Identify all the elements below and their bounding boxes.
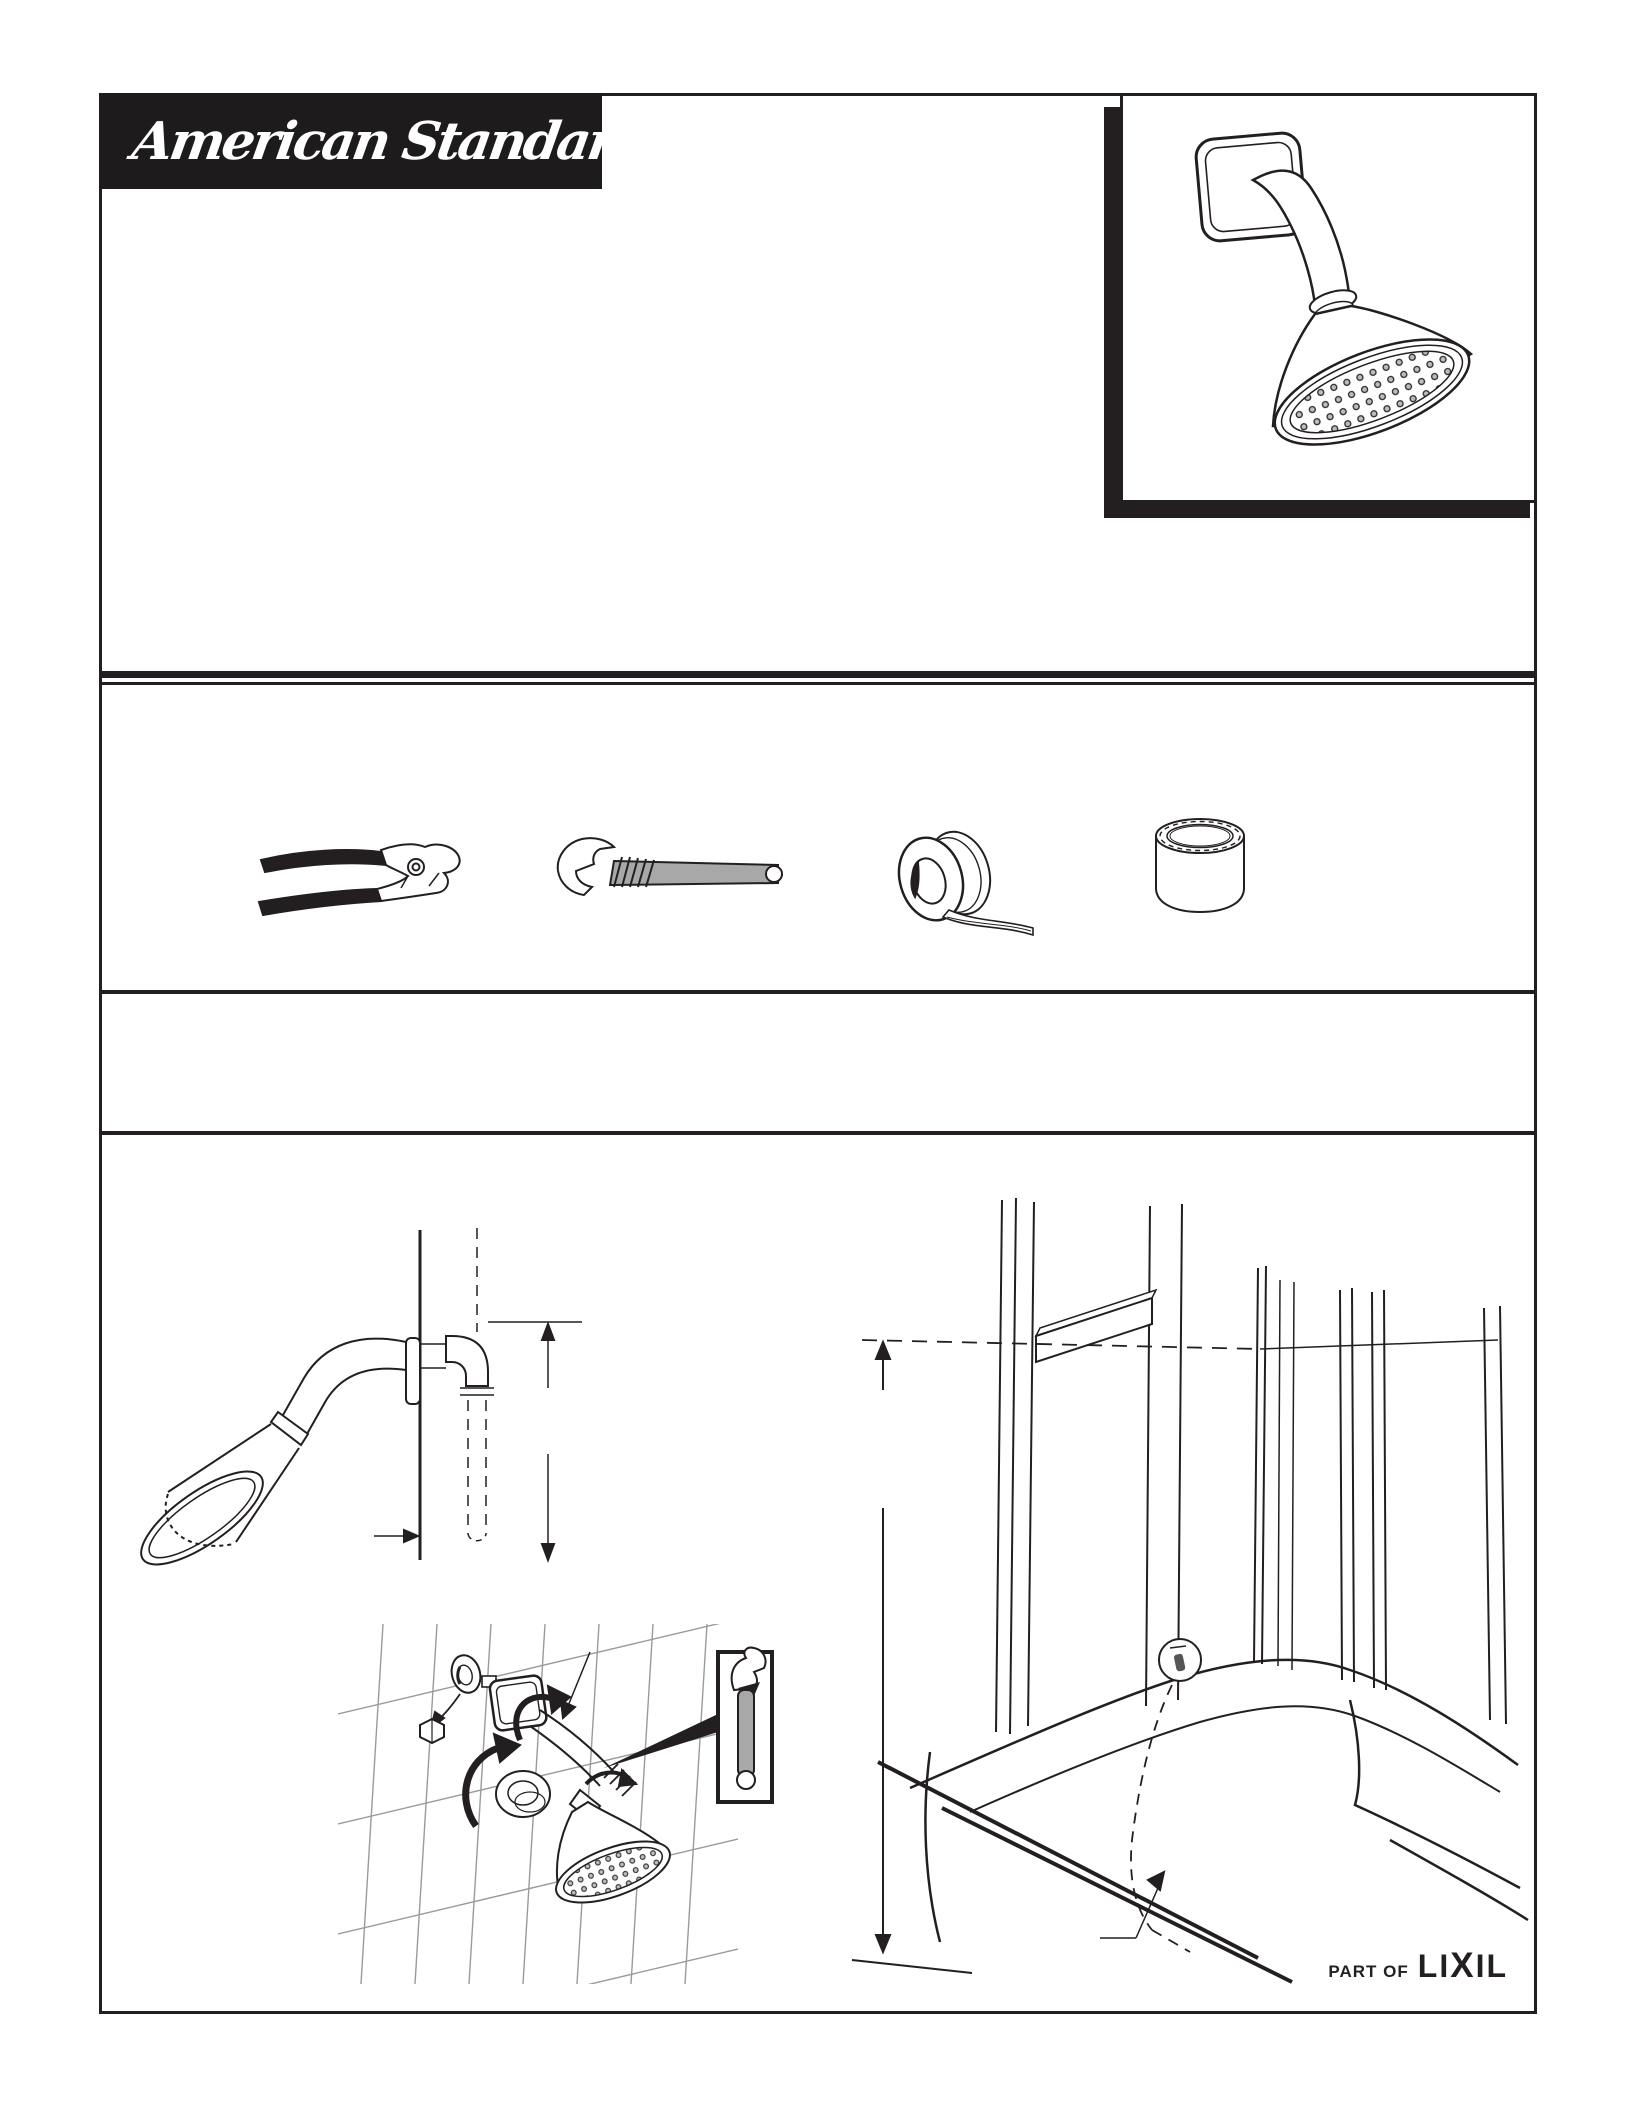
section-divider-tools-bottom [99,990,1537,994]
product-illustration-box [1120,93,1537,503]
part-of-label: PART OF [1328,1962,1409,1981]
shower-head-with-arm-icon [1123,96,1534,500]
brand-logo-band [99,93,651,189]
lixil-logo-li: LI [1417,1948,1451,1984]
shower-head-tiled-wall-install-figure [268,1594,802,2014]
lixil-logo [1418,1946,1508,1986]
part-of-lixil-mark [1300,1946,1508,1996]
tub-and-stud-framing-level-figure [850,1140,1530,1990]
section-divider-notes-bottom [99,1131,1537,1135]
tongue-and-groove-pliers-icon [253,838,475,920]
lixil-logo-x: X [1450,1946,1476,1985]
shower-arm-wall-section-figure [120,1192,600,1588]
hero-box-shadow-bottom [1104,501,1530,518]
plumbers-tape-roll-icon [1148,812,1252,917]
lixil-logo-il: IL [1475,1948,1508,1984]
adjustable-wrench-icon [552,835,790,910]
section-divider-thick [99,671,1537,678]
hero-box-shadow-left [1104,107,1120,518]
thread-seal-tape-spool-icon [885,825,1040,940]
section-divider-thin [99,682,1537,685]
american-standard-logo: American Standard [128,110,651,172]
